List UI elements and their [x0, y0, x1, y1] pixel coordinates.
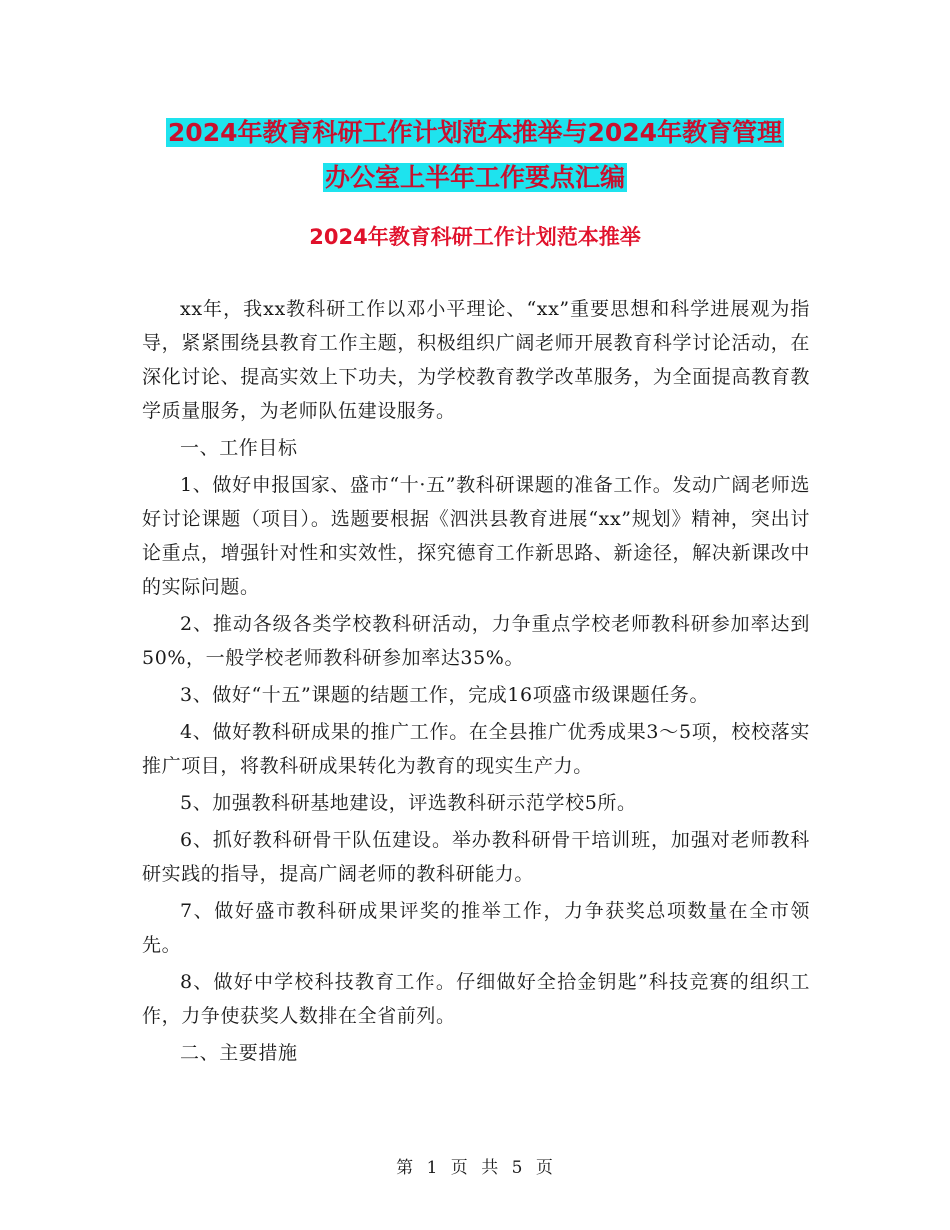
paragraph-goal-3: 3、做好“十五”课题的结题工作，完成16项盛市级课题任务。 — [180, 684, 710, 706]
paragraph-goal-2: 2、推动各级各类学校教科研活动，力争重点学校老师教科研参加率达到50%，一般学校老师教科研参加率达35%。 — [142, 613, 810, 669]
paragraph-goal-4: 4、做好教科研成果的推广工作。在全县推广优秀成果3～5项，校校落实推广项目，将教科研成果转化为教育的现实生产力。 — [142, 721, 810, 777]
paragraph-goal-5: 5、加强教科研基地建设，评选教科研示范学校5所。 — [180, 792, 637, 814]
document-title-line-1: 2024年教育科研工作计划范本推举与2024年教育管理 — [167, 118, 783, 147]
heading-main-measures: 二、主要措施 — [180, 1042, 298, 1064]
section-title: 2024年教育科研工作计划范本推举 — [309, 225, 641, 249]
document-title-line-2: 办公室上半年工作要点汇编 — [324, 163, 625, 192]
heading-work-goals: 一、工作目标 — [180, 437, 298, 459]
document-body — [142, 292, 810, 1073]
paragraph-goal-8: 8、做好中学校科技教育工作。仔细做好全拾金钥匙”科技竞赛的组织工作，力争使获奖人数排在全省前列。 — [142, 971, 810, 1027]
paragraph-goal-1: 1、做好申报国家、盛市“十·五”教科研课题的准备工作。发动广阔老师选好讨论课题（项目）。选题要根据《泗洪县教育进展“xx”规划》精神，突出讨论重点，增强针对性和实效性，探究德育工作新思路、新途径，解决新课改中的实际问题。 — [142, 474, 810, 598]
paragraph-goal-6: 6、抓好教科研骨干队伍建设。举办教科研骨干培训班，加强对老师教科研实践的指导，提高广阔老师的教科研能力。 — [142, 829, 810, 885]
paragraph-intro: xx年，我xx教科研工作以邓小平理论、“xx”重要思想和科学进展观为指导，紧紧围绕县教育工作主题，积极组织广阔老师开展教育科学讨论活动，在深化讨论、提高实效上下功夫，为学校教育教学改革服务，为全面提高教育教学质量服务，为老师队伍建设服务。 — [142, 298, 810, 422]
page-footer: 第 1 页 共 5 页 — [396, 1158, 554, 1178]
paragraph-goal-7: 7、做好盛市教科研成果评奖的推举工作，力争获奖总项数量在全市领先。 — [142, 900, 810, 956]
document-title — [140, 110, 810, 200]
